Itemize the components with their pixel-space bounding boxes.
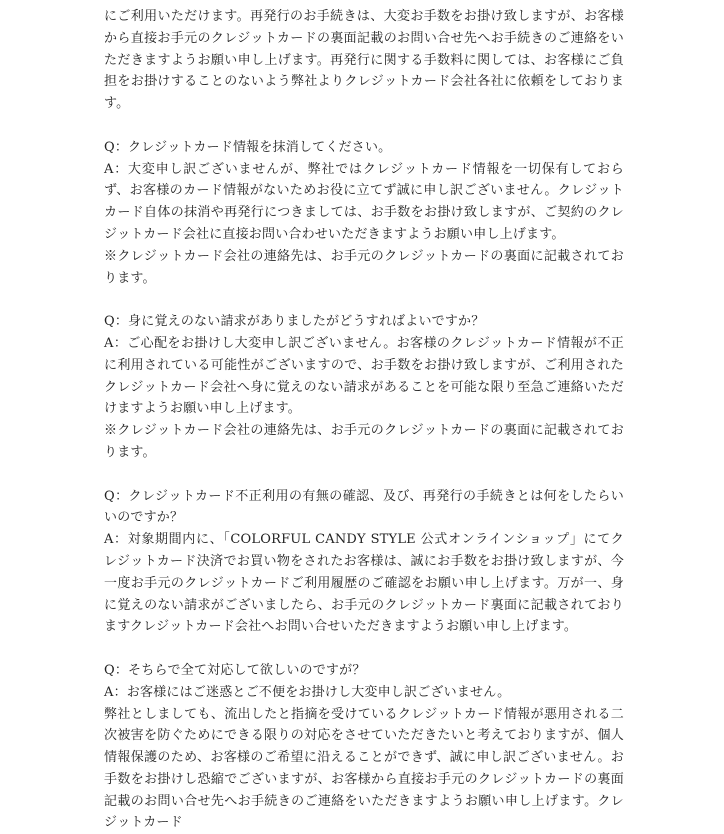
faq-document — [104, 6, 624, 834]
faq-answer: A：ご心配をお掛けし大変申し訳ございません。お客様のクレジットカード情報が不正に利用されている可能性がございますので、お手数をお掛け致しますが、ご利用されたクレジットカード会社へ身に覚えのない請求があることを可能な限り至急ご連絡いただけますようお願い申し上げます。 — [104, 333, 624, 420]
faq-answer: A：お客様にはご迷惑とご不便をお掛けし大変申し訳ございません。 — [104, 682, 624, 704]
faq-body: 弊社としましても、流出したと指摘を受けているクレジットカード情報が悪用される二次被害を防ぐためにできる限りの対応をさせていただきたいと考えておりますが、個人情報保護のため、お客様のご希望に沿えることができず、誠に申し訳ございません。お手数をお掛けし恐縮でございますが、お客様から直接お手元のクレジットカードの裏面記載のお問い合せ先へお手続きのご連絡をいただきますようお願い申し上げます。クレジットカード — [104, 704, 624, 834]
faq-question: Q：そちらで全て対応して欲しいのですが？ — [104, 660, 624, 682]
faq-note: ※クレジットカード会社の連絡先は、お手元のクレジットカードの裏面に記載されております。 — [104, 420, 624, 464]
spacer — [104, 638, 624, 660]
faq-answer: A：大変申し訳ございませんが、弊社ではクレジットカード情報を一切保有しておらず、お客様のカード情報がないためお役に立てず誠に申し訳ございません。クレジットカード自体の抹消や再発行につきましては、お手数をお掛け致しますが、ご契約のクレジットカード会社に直接お問い合わせいただきますようお願い申し上げます。 — [104, 159, 624, 246]
faq-answer: A：対象期間内に、「COLORFUL CANDY STYLE 公式オンラインショップ」にてクレジットカード決済でお買い物をされたお客様は、誠にお手数をお掛け致しますが、今一度お手元のクレジットカードご利用履歴のご確認をお願い申し上げます。万が一、身に覚えのない請求がございましたら、お手元のクレジットカード裏面に記載されておりますクレジットカード会社へお問い合せいただきますようお願い申し上げます。 — [104, 529, 624, 638]
spacer — [104, 115, 624, 137]
faq-note: ※クレジットカード会社の連絡先は、お手元のクレジットカードの裏面に記載されております。 — [104, 246, 624, 290]
faq-question: Q：クレジットカード不正利用の有無の確認、及び、再発行の手続きとは何をしたらいいのですか？ — [104, 486, 624, 530]
faq-item-delete-card-info — [104, 137, 624, 290]
intro-paragraph: にご利用いただけます。再発行のお手続きは、大変お手数をお掛け致しますが、お客様から直接お手元のクレジットカードの裏面記載のお問い合せ先へお手続きのご連絡をいただきますようお願い申し上げます。再発行に関する手数料に関しては、お客様にご負担をお掛けすることのないよう弊社よりクレジットカード会社各社に依頼をしております。 — [104, 6, 624, 115]
faq-question: Q：身に覚えのない請求がありましたがどうすればよいですか？ — [104, 311, 624, 333]
faq-item-fraud-check-reissue — [104, 486, 624, 639]
spacer — [104, 289, 624, 311]
spacer — [104, 464, 624, 486]
faq-item-unknown-charge — [104, 311, 624, 464]
faq-question: Q：クレジットカード情報を抹消してください。 — [104, 137, 624, 159]
